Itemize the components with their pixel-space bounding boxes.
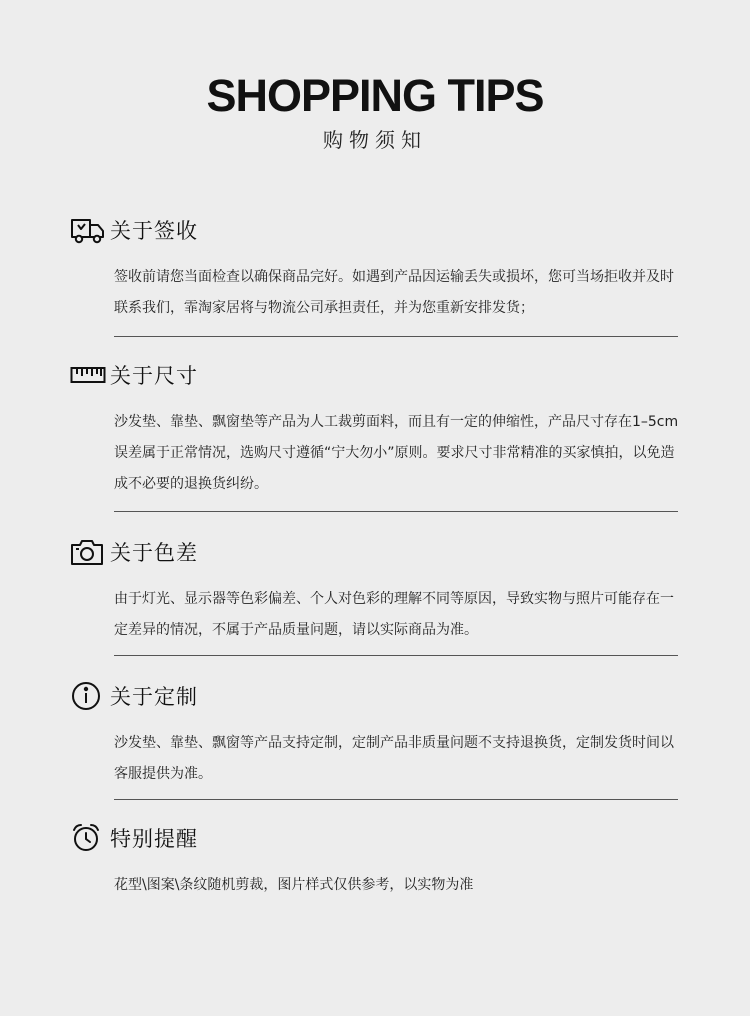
ruler-icon	[70, 357, 106, 393]
section-signing	[70, 212, 680, 324]
page-subtitle: 购物须知	[323, 128, 427, 152]
section-title: 关于尺寸	[110, 364, 198, 388]
section-title: 关于签收	[110, 219, 198, 243]
section-reminder	[70, 820, 680, 901]
camera-icon	[70, 534, 106, 570]
section-body: 签收前请您当面检查以确保商品完好。如遇到产品因运输丢失或损坏，您可当场拒收并及时联系我们，霏淘家居将与物流公司承担责任，并为您重新安排发货；	[114, 269, 674, 316]
page-title: SHOPPING TIPS	[206, 70, 544, 121]
page-header	[0, 70, 750, 153]
section-header	[70, 212, 680, 248]
divider	[114, 511, 678, 512]
info-icon	[70, 678, 106, 714]
delivery-truck-icon	[70, 212, 106, 248]
section-header	[70, 357, 680, 393]
section-title: 关于定制	[110, 685, 198, 709]
section-body: 沙发垫、靠垫、飘窗垫等产品为人工裁剪面料，而且有一定的伸缩性，产品尺寸存在1–5cm误差属于正常情况，选购尺寸遵循“宁大勿小”原则。要求尺寸非常精准的买家慎拍，以免造成不必要的退换货纠纷。	[114, 414, 679, 492]
section-header	[70, 534, 680, 570]
section-header	[70, 820, 680, 856]
section-custom	[70, 678, 680, 790]
alarm-clock-icon	[70, 820, 106, 856]
section-body: 沙发垫、靠垫、飘窗等产品支持定制，定制产品非质量问题不支持退换货，定制发货时间以客服提供为准。	[114, 735, 674, 782]
divider	[114, 799, 678, 800]
section-title: 关于色差	[110, 541, 198, 565]
section-body: 由于灯光、显示器等色彩偏差、个人对色彩的理解不同等原因，导致实物与照片可能存在一定差异的情况，不属于产品质量问题，请以实际商品为准。	[114, 591, 674, 638]
section-body: 花型\图案\条纹随机剪裁，图片样式仅供参考，以实物为准	[114, 877, 474, 893]
section-size	[70, 357, 680, 500]
section-header	[70, 678, 680, 714]
divider	[114, 336, 678, 337]
section-title: 特别提醒	[110, 827, 198, 851]
divider	[114, 655, 678, 656]
section-color	[70, 534, 680, 646]
